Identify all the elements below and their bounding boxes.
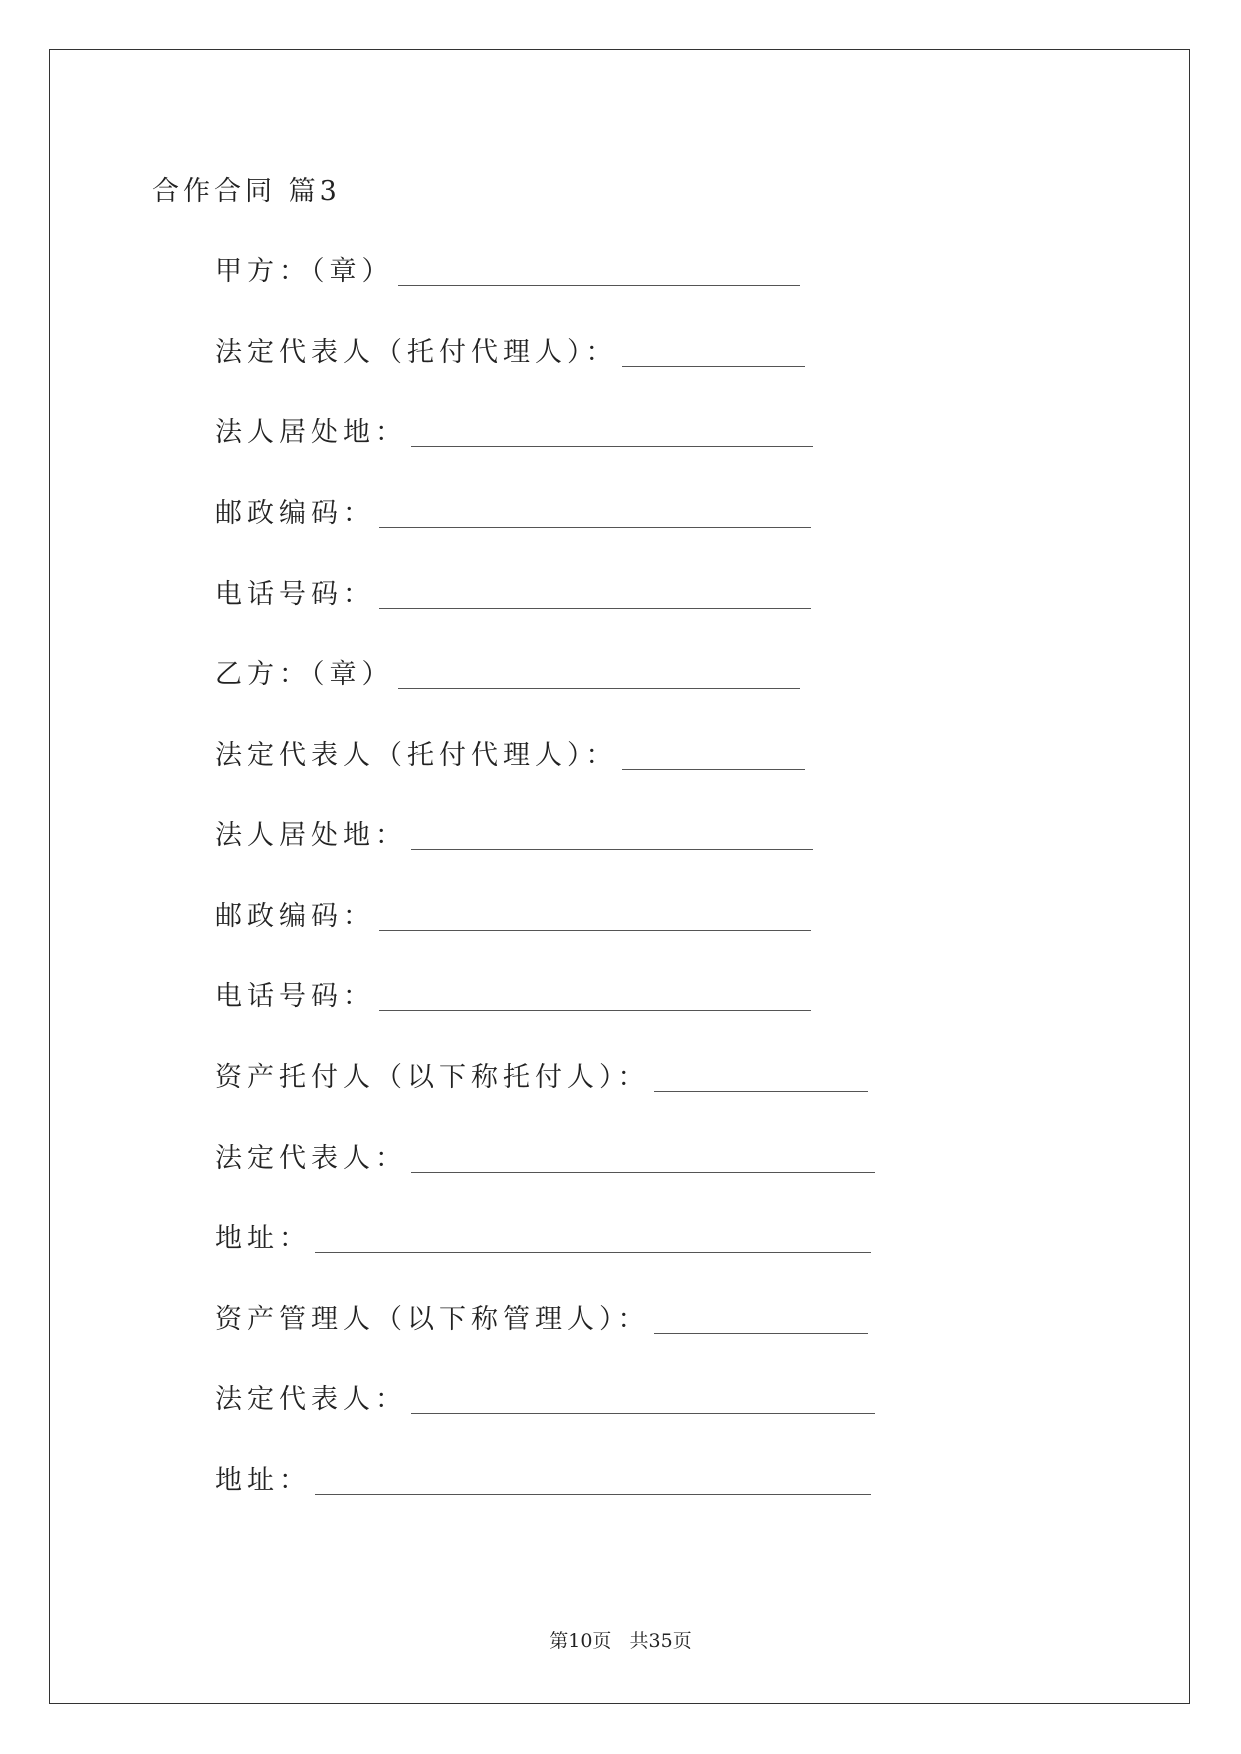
field-label: 电话号码： [215,579,375,610]
field-label: 资产管理人（以下称管理人）： [215,1304,650,1335]
field-party-a-residence [215,411,813,453]
fill-in-line[interactable] [379,929,811,931]
field-party-b-phone [215,975,811,1017]
field-label: 法定代表人： [215,1384,407,1415]
field-label: 邮政编码： [215,498,375,529]
field-party-a [215,250,800,292]
field-party-b-residence [215,814,813,856]
fill-in-line[interactable] [379,1009,811,1011]
fill-in-line[interactable] [379,526,811,528]
field-party-a-phone [215,573,811,615]
fill-in-line[interactable] [411,1412,875,1414]
field-label: 法定代表人（托付代理人）： [215,337,618,368]
field-label: 法人居处地： [215,417,407,448]
field-party-b-legal-rep [215,734,805,776]
field-entruster-legal-rep [215,1137,875,1179]
fill-in-line[interactable] [654,1332,868,1334]
fill-in-line[interactable] [315,1493,871,1495]
field-label: 电话号码： [215,981,375,1012]
fill-in-line[interactable] [622,365,805,367]
document-title: 合作合同 篇3 [152,176,341,207]
fill-in-line[interactable] [411,1171,875,1173]
field-label: 法人居处地： [215,820,407,851]
fill-in-line[interactable] [411,445,813,447]
field-party-a-postcode [215,492,811,534]
page-border [49,49,1190,1704]
field-manager-address [215,1459,871,1501]
field-label: 地址： [215,1465,311,1496]
fill-in-line[interactable] [398,687,800,689]
field-manager-legal-rep [215,1378,875,1420]
field-party-b-postcode [215,895,811,937]
field-party-a-legal-rep [215,331,805,373]
fill-in-line[interactable] [398,284,800,286]
field-entruster-address [215,1217,871,1259]
page-number: 第10页 共35页 [549,1630,692,1652]
fill-in-line[interactable] [315,1251,871,1253]
field-label: 甲方：（章） [215,256,394,287]
field-label: 乙方：（章） [215,659,394,690]
field-label: 法定代表人（托付代理人）： [215,740,618,771]
field-label: 地址： [215,1223,311,1254]
fill-in-line[interactable] [622,768,805,770]
field-asset-entruster [215,1056,868,1098]
fill-in-line[interactable] [654,1090,868,1092]
field-label: 法定代表人： [215,1143,407,1174]
field-label: 邮政编码： [215,901,375,932]
fill-in-line[interactable] [411,848,813,850]
field-label: 资产托付人（以下称托付人）： [215,1062,650,1093]
fill-in-line[interactable] [379,607,811,609]
field-asset-manager [215,1298,868,1340]
field-party-b [215,653,800,695]
